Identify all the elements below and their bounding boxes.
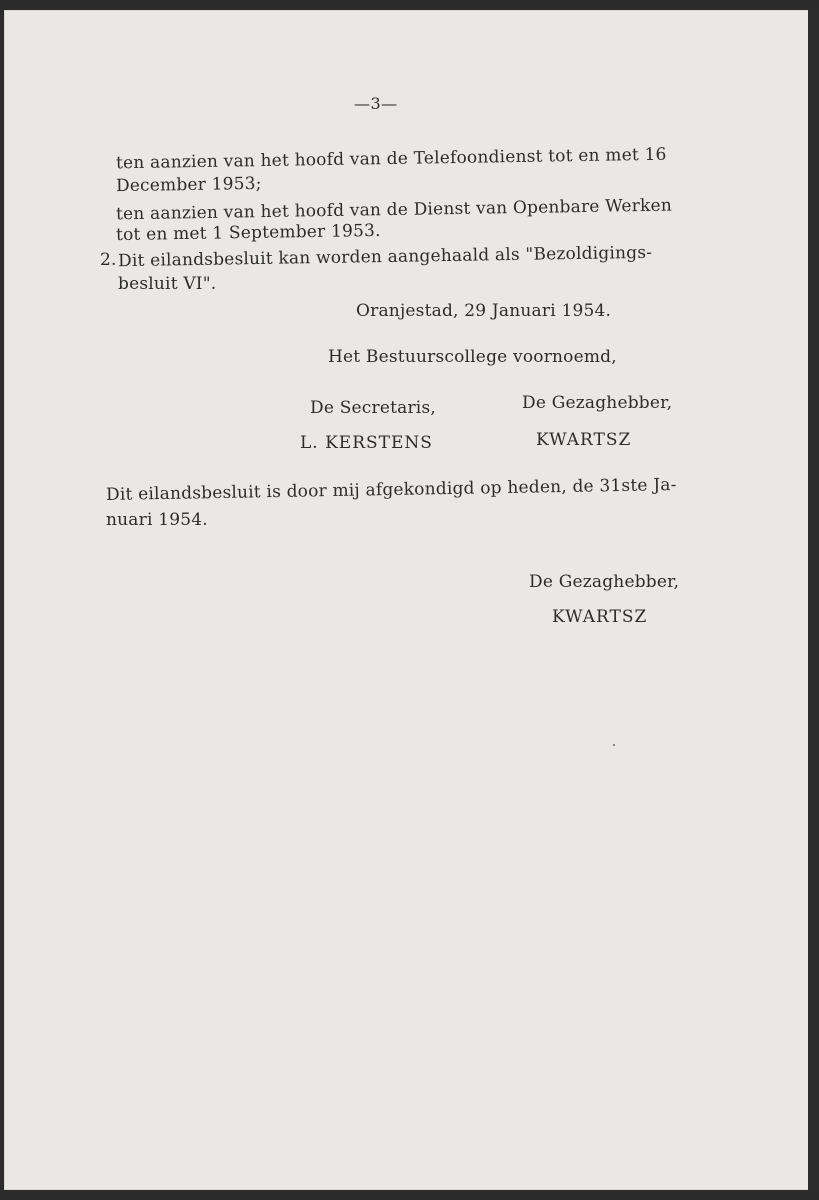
secretary-name: L. KERSTENS bbox=[300, 433, 433, 453]
promulgation-line-1: Dit eilandsbesluit is door mij afgekondigd op heden, de 31ste Ja- bbox=[105, 475, 677, 505]
item-2-line-2: besluit VI". bbox=[118, 274, 217, 294]
governor-name: KWARTSZ bbox=[536, 430, 632, 450]
item-2-line-1: Dit eilandsbesluit kan worden aangehaald als "Bezoldigings- bbox=[117, 242, 653, 272]
item-2-marker: 2. bbox=[100, 250, 117, 270]
speck bbox=[613, 744, 615, 746]
final-governor-name: KWARTSZ bbox=[552, 607, 648, 627]
place-date: Oranjestad, 29 Januari 1954. bbox=[356, 301, 612, 321]
secretary-title: De Secretaris, bbox=[310, 398, 436, 418]
college-line: Het Bestuurscollege voornoemd, bbox=[328, 347, 617, 367]
document-page bbox=[4, 10, 810, 1190]
promulgation-line-2: nuari 1954. bbox=[106, 510, 208, 530]
page-number: —3— bbox=[354, 94, 398, 113]
governor-title: De Gezaghebber, bbox=[522, 393, 673, 413]
scan-edge bbox=[808, 8, 819, 1192]
body-line-2: December 1953; bbox=[115, 173, 262, 197]
body-line-4: tot en met 1 September 1953. bbox=[115, 220, 381, 246]
body-line-1: ten aanzien van het hoofd van de Telefoondienst tot en met 16 bbox=[115, 144, 667, 174]
final-governor-title: De Gezaghebber, bbox=[529, 572, 680, 592]
body-line-3: ten aanzien van het hoofd van de Dienst van Openbare Werken bbox=[115, 195, 673, 225]
